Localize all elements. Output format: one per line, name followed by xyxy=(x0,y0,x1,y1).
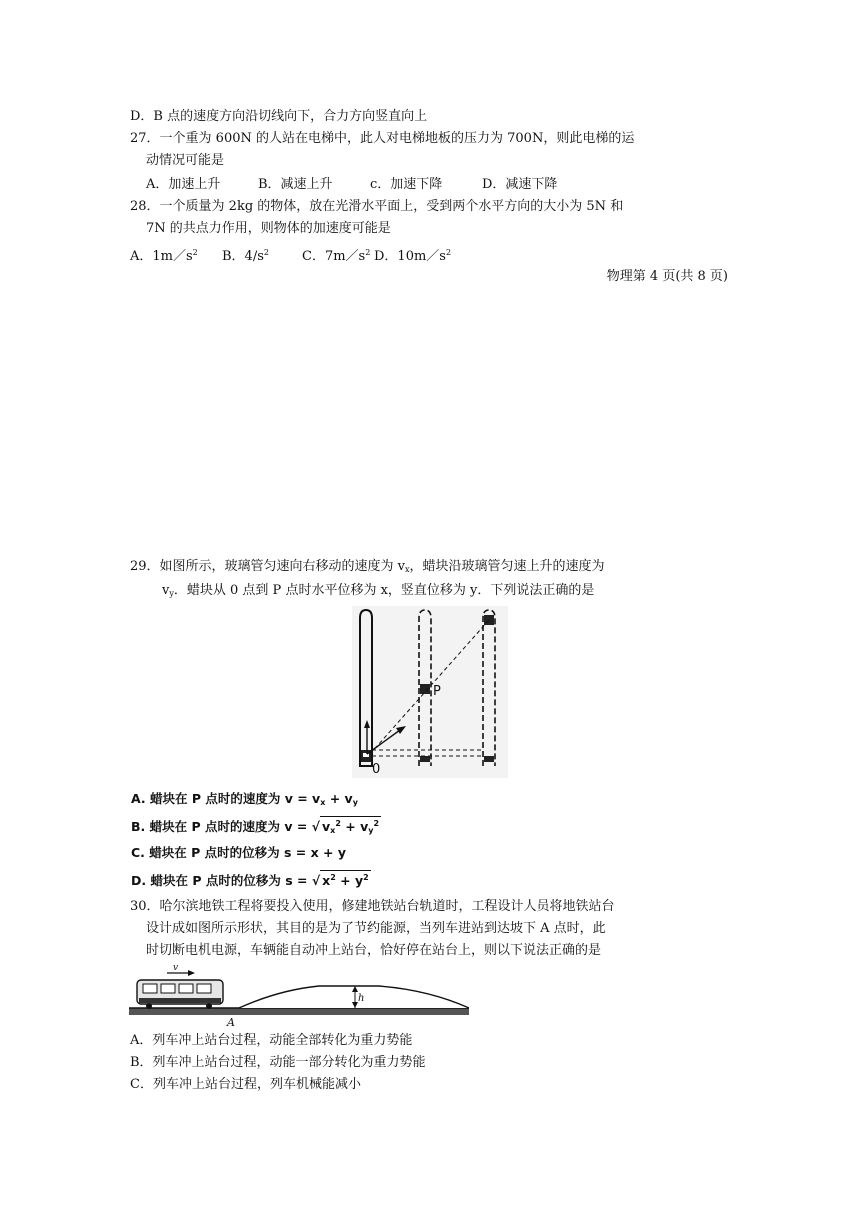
q28-option-b: B．4/s xyxy=(222,249,264,264)
q30-option-b: B．列车冲上站台过程，动能一部分转化为重力势能 xyxy=(130,1055,426,1070)
q28-exp-b: 2 xyxy=(263,248,269,257)
q27-stem-line1: 27．一个重为 600N 的人站在电梯中，此人对电梯地板的压力为 700N，则此电梯的运 xyxy=(130,131,635,146)
q30-stem-line3: 时切断电机电源，车辆能自动冲上站台，恰好停在站台上，则以下说法正确的是 xyxy=(146,943,602,958)
q29-option-a: A. 蜡块在 P 点时的速度为 $v = v_x + v_y$ xyxy=(131,791,358,807)
q30-option-c: C．列车冲上站台过程，列车机械能减小 xyxy=(130,1077,361,1092)
q28-option-a: A．1m／s xyxy=(130,249,193,264)
q30-option-a: A．列车冲上站台过程，动能全部转化为重力势能 xyxy=(130,1033,413,1048)
q27-option-d: D．减速下降 xyxy=(482,177,558,192)
q28-stem-line2: 7N 的共点力作用，则物体的加速度可能是 xyxy=(146,221,391,236)
q29-option-b: B. 蜡块在 P 点时的速度为 v = √ $v_x^2 + v_y^2$ xyxy=(131,816,381,838)
q30-label-a: A xyxy=(227,1016,235,1028)
q30-stem-line2: 设计成如图所示形状，其目的是为了节约能源，当列车进站到达坡下 A 点时，此 xyxy=(146,921,606,936)
q27-option-c: c．加速下降 xyxy=(370,177,443,192)
q29-stem-line1: 29．如图所示，玻璃管匀速向右移动的速度为 $v_x$，蜡块沿玻璃管匀速上升的速度为 xyxy=(130,559,605,574)
q27-stem-line2: 动情况可能是 xyxy=(146,153,225,168)
q26-option-d: D．B 点的速度方向沿切线向下，合力方向竖直向上 xyxy=(130,109,428,124)
q27-options xyxy=(146,176,557,194)
q29-label-o: 0 xyxy=(372,762,381,777)
q27-option-b: B．减速上升 xyxy=(258,177,333,192)
q29-option-c: C. 蜡块在 P 点时的位移为 s = x + y xyxy=(131,845,346,860)
q28-option-c: C．7m／s xyxy=(302,249,366,264)
q27-option-a: A．加速上升 xyxy=(146,177,221,192)
q28-exp-c: 2 xyxy=(365,248,371,257)
q29-tube-figure xyxy=(352,606,508,778)
page-footer: 物理第 4 页(共 8 页) xyxy=(606,269,728,284)
q30-label-h: h xyxy=(358,993,365,1004)
q28-exp-a: 2 xyxy=(192,248,198,257)
q28-option-d: D．10m／s xyxy=(374,249,446,264)
q29-option-d: D. 蜡块在 P 点时的位移为 s = √ $x^2 + y^2$ xyxy=(131,870,371,890)
q30-station-figure xyxy=(129,962,469,1028)
q30-label-v: v xyxy=(173,963,179,973)
q30-stem-line1: 30．哈尔滨地铁工程将要投入使用，修建地铁站台轨道时，工程设计人员将地铁站台 xyxy=(130,899,615,914)
q28-exp-d: 2 xyxy=(445,248,452,257)
q29-label-p: P xyxy=(433,684,441,699)
q29-stem-line2: $v_y$．蜡块从 0 点到 P 点时水平位移为 x，竖直位移为 y．下列说法正确的是 xyxy=(162,583,595,598)
q28-stem-line1: 28．一个质量为 2kg 的物体，放在光滑水平面上，受到两个水平方向的大小为 5N 和 xyxy=(130,199,624,214)
q28-options xyxy=(130,244,451,266)
